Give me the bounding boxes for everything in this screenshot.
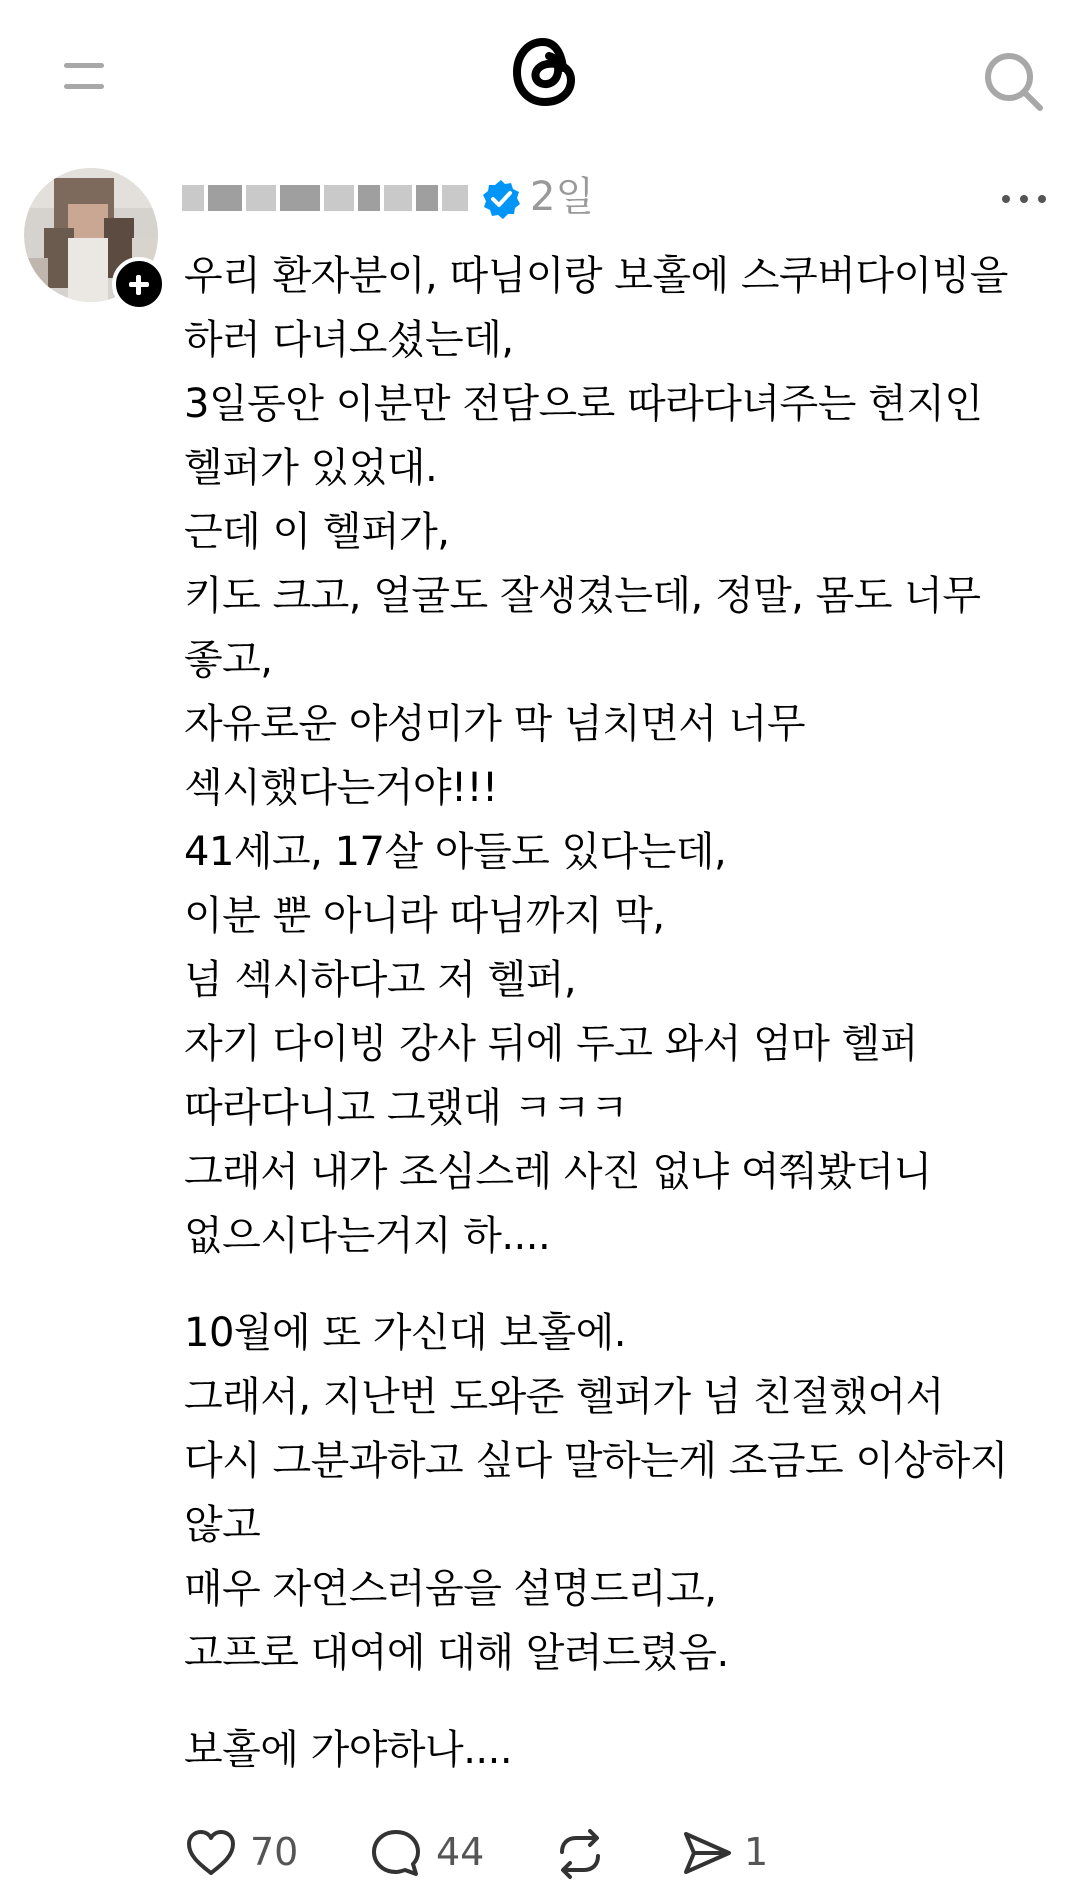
- post-actions: [0, 1820, 1080, 1886]
- post-line: 그래서, 지난번 도와준 헬퍼가 넘 친절했어서: [184, 1374, 944, 1420]
- post-line: 없으시다는거지 하....: [184, 1213, 551, 1259]
- post-line: 우리 환자분이, 따님이랑 보홀에 스쿠버다이빙을: [184, 253, 1008, 299]
- follow-plus-button[interactable]: [112, 257, 166, 311]
- post-line: 넘 섹시하다고 저 헬퍼,: [184, 957, 577, 1003]
- share-button[interactable]: [680, 1820, 780, 1886]
- threads-logo-icon[interactable]: [505, 28, 585, 114]
- comment-icon: [368, 1826, 424, 1880]
- post-line: 헬퍼가 있었대.: [184, 445, 438, 491]
- post-line: 섹시했다는거야!!!: [184, 765, 498, 811]
- post-line: 이분 뿐 아니라 따님까지 막,: [184, 893, 665, 939]
- like-button[interactable]: [184, 1820, 304, 1886]
- post-line: 자유로운 야성미가 막 넘치면서 너무: [184, 701, 805, 747]
- post-line: 않고: [184, 1502, 261, 1548]
- heart-icon: [184, 1826, 238, 1880]
- post-line: 10월에 또 가신대 보홀에.: [184, 1310, 627, 1356]
- paragraph-gap: [184, 1685, 1064, 1718]
- post-line: 매우 자연스러움을 설명드리고,: [184, 1566, 717, 1612]
- search-icon[interactable]: [980, 48, 1046, 114]
- reply-button[interactable]: [368, 1820, 488, 1886]
- share-count: 1: [744, 1830, 769, 1874]
- post-line: 자기 다이빙 강사 뒤에 두고 와서 엄마 헬퍼: [184, 1021, 918, 1067]
- post-line: 그래서 내가 조심스레 사진 없냐 여쭤봤더니: [184, 1149, 932, 1195]
- menu-icon[interactable]: [58, 55, 114, 101]
- paragraph-gap: [184, 1268, 1064, 1301]
- post-line: 따라다니고 그랬대 ㅋㅋㅋ: [184, 1085, 628, 1131]
- post-line: 좋고,: [184, 637, 273, 683]
- verified-badge-icon: [480, 178, 522, 220]
- post-timestamp: 2일: [530, 174, 595, 220]
- post-line: 키도 크고, 얼굴도 잘생겼는데, 정말, 몸도 너무: [184, 573, 981, 619]
- post-line: 다시 그분과하고 싶다 말하는게 조금도 이상하지: [184, 1438, 1008, 1484]
- post-line: 하러 다녀오셨는데,: [184, 317, 514, 363]
- more-options-icon[interactable]: [1000, 180, 1048, 216]
- post-line: 41세고, 17살 아들도 있다는데,: [184, 829, 727, 875]
- post-line: 보홀에 가야하나....: [184, 1727, 513, 1773]
- repost-button[interactable]: [552, 1820, 622, 1886]
- like-count: 70: [250, 1830, 299, 1874]
- send-icon: [680, 1826, 734, 1880]
- post-line: 3일동안 이분만 전담으로 따라다녀주는 현지인: [184, 381, 983, 427]
- repost-icon: [552, 1826, 608, 1882]
- post-line: 근데 이 헬퍼가,: [184, 509, 450, 555]
- reply-count: 44: [436, 1830, 485, 1874]
- top-bar: [0, 0, 1080, 150]
- post-text: [184, 244, 1064, 1782]
- post-line: 고프로 대여에 대해 알려드렸음.: [184, 1630, 729, 1676]
- author-username[interactable]: [182, 175, 482, 223]
